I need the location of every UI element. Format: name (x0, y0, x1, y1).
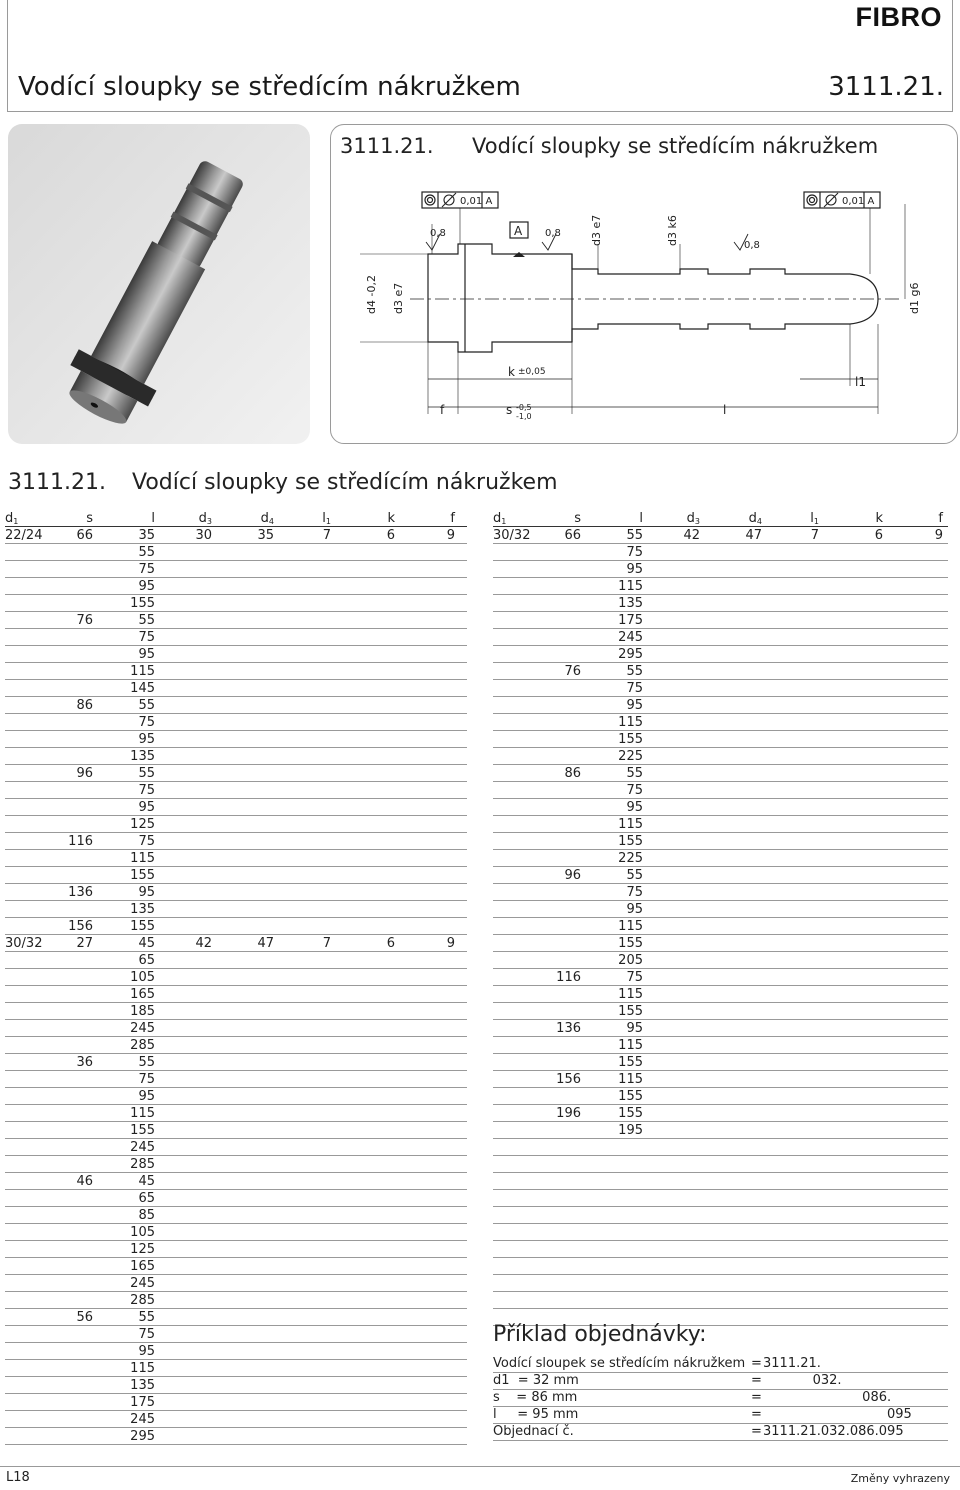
table-row (493, 715, 948, 731)
cell-l: 105 (130, 970, 155, 985)
cell-l1: 7 (322, 528, 331, 543)
cell-l: 115 (618, 987, 643, 1002)
cell-s: 156 (556, 1072, 581, 1087)
order-label: s = 86 mm (493, 1390, 578, 1405)
table-row (493, 647, 948, 663)
cell-l: 155 (130, 919, 155, 934)
cell-k: 6 (874, 528, 883, 543)
table-row (5, 885, 467, 901)
cell-l: 155 (618, 936, 643, 951)
table-row (493, 902, 948, 918)
cell-s: 116 (556, 970, 581, 985)
cell-l: 245 (130, 1276, 155, 1291)
cell-l: 165 (130, 1259, 155, 1274)
table-row (493, 1089, 948, 1105)
page-title: Vodící sloupky se středícím nákružkem (18, 72, 521, 102)
table-row (5, 1225, 467, 1241)
table-row (5, 528, 467, 544)
cell-s: 86 (564, 766, 581, 781)
drawing-title: Vodící sloupky se středícím nákružkem (472, 134, 879, 158)
order-example-title: Příklad objednávky: (493, 1322, 707, 1347)
cell-l: 125 (130, 817, 155, 832)
table-row (5, 1157, 467, 1173)
svg-text:d3 k6: d3 k6 (666, 215, 679, 246)
table-row (5, 953, 467, 969)
table-row (493, 1242, 948, 1258)
table-row (493, 1225, 948, 1241)
table-row (493, 528, 948, 544)
cell-l: 55 (138, 613, 155, 628)
table-row (5, 647, 467, 663)
table-row (5, 783, 467, 799)
cell-s: 76 (564, 664, 581, 679)
table-row (493, 1072, 948, 1088)
table-row (493, 562, 948, 578)
svg-text:k: k (508, 365, 515, 379)
order-row (493, 1356, 948, 1373)
cell-f: 9 (934, 528, 943, 543)
order-eq: = (751, 1373, 762, 1388)
cell-l: 165 (130, 987, 155, 1002)
cell-l: 155 (618, 1004, 643, 1019)
cell-l: 115 (130, 851, 155, 866)
table-row (5, 1140, 467, 1156)
table-code: 3111.21. (8, 470, 106, 495)
cell-l: 55 (626, 664, 643, 679)
table-row (5, 562, 467, 578)
cell-l: 65 (138, 1191, 155, 1206)
order-eq: = (751, 1356, 762, 1371)
table-row (493, 630, 948, 646)
table-row (5, 732, 467, 748)
cell-s: 136 (68, 885, 93, 900)
cell-l: 75 (626, 885, 643, 900)
order-eq: = (751, 1424, 762, 1439)
cell-l: 135 (130, 902, 155, 917)
order-value: 3111.21.032.086.095 (763, 1424, 904, 1439)
table-row (493, 1055, 948, 1071)
table-row (5, 1361, 467, 1377)
table-row (493, 834, 948, 850)
cell-d1: 22/24 (5, 528, 43, 543)
cell-l: 115 (618, 715, 643, 730)
table-row (493, 732, 948, 748)
header-f: f (450, 511, 455, 526)
order-eq: = (751, 1390, 762, 1405)
cell-s: 56 (76, 1310, 93, 1325)
cell-k: 6 (386, 528, 395, 543)
table-row (493, 1276, 948, 1292)
table-row (493, 766, 948, 782)
cell-s: 27 (76, 936, 93, 951)
svg-text:A: A (514, 224, 523, 238)
cell-l: 75 (138, 715, 155, 730)
table-row (5, 1055, 467, 1071)
cell-f: 9 (446, 528, 455, 543)
table-row (493, 1293, 948, 1309)
table-row (5, 834, 467, 850)
cell-l: 55 (138, 698, 155, 713)
table-header-row (5, 511, 467, 527)
cell-l: 85 (138, 1208, 155, 1223)
order-value: 086. (763, 1390, 892, 1405)
cell-l: 175 (618, 613, 643, 628)
table-row (5, 868, 467, 884)
cell-l: 285 (130, 1038, 155, 1053)
cell-l: 95 (626, 562, 643, 577)
cell-s: 66 (76, 528, 93, 543)
order-label: d1 = 32 mm (493, 1373, 579, 1388)
table-row (5, 1089, 467, 1105)
cell-l: 135 (618, 596, 643, 611)
cell-l: 55 (626, 868, 643, 883)
page-code: 3111.21. (828, 72, 944, 102)
order-value: 3111.21. (763, 1356, 821, 1371)
svg-text:d1 g6: d1 g6 (908, 282, 921, 314)
table-row (493, 1259, 948, 1275)
table-row (5, 1038, 467, 1054)
cell-s: 86 (76, 698, 93, 713)
table-row (5, 715, 467, 731)
table-row (5, 1072, 467, 1088)
cell-l: 155 (618, 1055, 643, 1070)
table-row (5, 1174, 467, 1190)
cell-l1: 7 (322, 936, 331, 951)
order-value: 095 (763, 1407, 912, 1422)
header-d3: $d_3$ (686, 511, 700, 526)
table-row (493, 868, 948, 884)
header-l1: $l_1$ (810, 511, 819, 526)
cell-l: 75 (138, 1327, 155, 1342)
cell-l: 105 (130, 1225, 155, 1240)
table-row (5, 1378, 467, 1394)
cell-l: 155 (618, 1089, 643, 1104)
cell-l: 65 (138, 953, 155, 968)
table-row (493, 936, 948, 952)
cell-f: 9 (446, 936, 455, 951)
cell-l: 115 (130, 1106, 155, 1121)
table-row (493, 1123, 948, 1139)
cell-l: 95 (626, 800, 643, 815)
cell-l: 125 (130, 1242, 155, 1257)
cell-l: 225 (618, 851, 643, 866)
cell-l: 55 (138, 545, 155, 560)
cell-l: 95 (626, 902, 643, 917)
order-example (493, 1356, 948, 1441)
page-number: L18 (6, 1470, 30, 1485)
table-row (5, 1412, 467, 1428)
cell-l: 135 (130, 1378, 155, 1393)
cell-l: 55 (626, 528, 643, 543)
cell-s: 96 (564, 868, 581, 883)
table-row (5, 1259, 467, 1275)
cell-l: 115 (130, 664, 155, 679)
product-photo (8, 124, 310, 444)
cell-l: 285 (130, 1293, 155, 1308)
svg-text:-0,5: -0,5 (516, 403, 532, 412)
table-row (5, 664, 467, 680)
table-row (493, 817, 948, 833)
table-row (493, 681, 948, 697)
table-row (5, 1395, 467, 1411)
table-row (493, 987, 948, 1003)
table-row (5, 630, 467, 646)
cell-s: 66 (564, 528, 581, 543)
technical-drawing (330, 124, 958, 444)
table-row (493, 1004, 948, 1020)
cell-l: 225 (618, 749, 643, 764)
cell-l: 95 (138, 885, 155, 900)
table-header-row (493, 511, 948, 527)
cell-l: 155 (618, 732, 643, 747)
cell-l: 135 (130, 749, 155, 764)
table-row (493, 885, 948, 901)
brand-logo: FIBRO (855, 2, 942, 32)
cell-d1: 30/32 (493, 528, 531, 543)
header-d4: $d_4$ (748, 511, 762, 526)
cell-l: 95 (626, 1021, 643, 1036)
cell-d3: 30 (195, 528, 212, 543)
cell-l1: 7 (810, 528, 819, 543)
cell-k: 6 (386, 936, 395, 951)
table-row (5, 749, 467, 765)
table-title: Vodící sloupky se středícím nákružkem (132, 470, 558, 495)
cell-l: 205 (618, 953, 643, 968)
table-row (493, 1191, 948, 1207)
cell-d3: 42 (195, 936, 212, 951)
header-d1: $d_1$ (5, 511, 19, 526)
table-row (5, 851, 467, 867)
cell-l: 155 (130, 868, 155, 883)
header-f: f (938, 511, 943, 526)
table-row (5, 1191, 467, 1207)
cell-l: 115 (130, 1361, 155, 1376)
table-row (5, 987, 467, 1003)
order-value: 032. (763, 1373, 842, 1388)
table-row (5, 1242, 467, 1258)
order-row (493, 1407, 948, 1424)
svg-text:0,8: 0,8 (430, 228, 446, 239)
cell-l: 195 (618, 1123, 643, 1138)
table-row (5, 613, 467, 629)
table-row (493, 783, 948, 799)
svg-text:l: l (723, 403, 727, 417)
cell-l: 55 (138, 766, 155, 781)
header-l: l (151, 511, 155, 526)
cell-l: 35 (138, 528, 155, 543)
header-d4: $d_4$ (260, 511, 274, 526)
cell-l: 245 (130, 1412, 155, 1427)
svg-text:f: f (440, 403, 445, 417)
header-k: k (875, 511, 883, 526)
order-eq: = (751, 1407, 762, 1422)
cell-l: 75 (626, 970, 643, 985)
header-d1: $d_1$ (493, 511, 507, 526)
table-row (493, 579, 948, 595)
cell-l: 155 (618, 834, 643, 849)
header-k: k (387, 511, 395, 526)
cell-l: 55 (138, 1055, 155, 1070)
table-row (5, 545, 467, 561)
table-row (493, 1208, 948, 1224)
order-row (493, 1373, 948, 1390)
header-d3: $d_3$ (198, 511, 212, 526)
table-row (493, 800, 948, 816)
cell-l: 285 (130, 1157, 155, 1172)
cell-l: 185 (130, 1004, 155, 1019)
table-row (5, 1327, 467, 1343)
cell-l: 75 (626, 783, 643, 798)
table-row (493, 1106, 948, 1122)
header-l: l (639, 511, 643, 526)
cell-l: 295 (130, 1429, 155, 1444)
svg-text:d3 e7: d3 e7 (590, 214, 603, 246)
cell-s: 76 (76, 613, 93, 628)
table-row (5, 1293, 467, 1309)
cell-l: 175 (130, 1395, 155, 1410)
table-row (493, 953, 948, 969)
table-row (5, 1429, 467, 1445)
table-row (493, 1038, 948, 1054)
table-row (5, 936, 467, 952)
table-row (5, 902, 467, 918)
svg-text:0,8: 0,8 (545, 228, 561, 239)
footer-divider (0, 1466, 960, 1467)
cell-l: 95 (138, 732, 155, 747)
table-row (493, 545, 948, 561)
header-l1: $l_1$ (322, 511, 331, 526)
cell-s: 46 (76, 1174, 93, 1189)
footer-note: Změny vyhrazeny (850, 1472, 950, 1485)
cell-l: 155 (618, 1106, 643, 1121)
table-row (493, 851, 948, 867)
table-row (5, 1123, 467, 1139)
svg-text:s: s (506, 403, 513, 417)
cell-l: 75 (138, 783, 155, 798)
order-label: l = 95 mm (493, 1407, 579, 1422)
cell-l: 115 (618, 817, 643, 832)
cell-l: 75 (626, 681, 643, 696)
table-row (493, 1157, 948, 1173)
cell-l: 115 (618, 1072, 643, 1087)
cell-l: 95 (138, 1344, 155, 1359)
table-row (5, 766, 467, 782)
cell-l: 245 (618, 630, 643, 645)
svg-text:±0,05: ±0,05 (518, 367, 546, 377)
cell-s: 196 (556, 1106, 581, 1121)
table-row (5, 1208, 467, 1224)
cell-l: 115 (618, 1038, 643, 1053)
cell-s: 116 (68, 834, 93, 849)
cell-l: 75 (138, 562, 155, 577)
order-row (493, 1390, 948, 1407)
table-row (5, 1106, 467, 1122)
table-row (5, 698, 467, 714)
cell-l: 115 (618, 919, 643, 934)
cell-d3: 42 (683, 528, 700, 543)
svg-text:0,01 A: 0,01 A (460, 196, 493, 207)
table-row (493, 1174, 948, 1190)
table-row (5, 596, 467, 612)
cell-s: 36 (76, 1055, 93, 1070)
table-row (493, 1021, 948, 1037)
cell-s: 156 (68, 919, 93, 934)
table-row (5, 970, 467, 986)
cell-l: 95 (626, 698, 643, 713)
cell-l: 75 (138, 1072, 155, 1087)
cell-l: 75 (138, 834, 155, 849)
table-row (493, 698, 948, 714)
table-row (493, 970, 948, 986)
table-row (5, 1004, 467, 1020)
table-row (493, 919, 948, 935)
order-row (493, 1424, 948, 1441)
table-row (5, 1310, 467, 1326)
cell-l: 95 (138, 800, 155, 815)
cell-l: 115 (618, 579, 643, 594)
order-label: Objednací č. (493, 1424, 574, 1439)
cell-l: 245 (130, 1021, 155, 1036)
cell-l: 245 (130, 1140, 155, 1155)
svg-text:0,8: 0,8 (744, 240, 760, 251)
cell-s: 96 (76, 766, 93, 781)
cell-l: 95 (138, 647, 155, 662)
cell-l: 75 (626, 545, 643, 560)
order-label: Vodící sloupek se středícím nákružkem (493, 1356, 746, 1371)
table-row (493, 596, 948, 612)
cell-d4: 47 (745, 528, 762, 543)
table-row (5, 800, 467, 816)
table-row (5, 1344, 467, 1360)
table-row (493, 749, 948, 765)
cell-l: 295 (618, 647, 643, 662)
table-row (5, 681, 467, 697)
drawing-code: 3111.21. (340, 134, 434, 158)
cell-l: 155 (130, 596, 155, 611)
cell-l: 55 (626, 766, 643, 781)
cell-l: 45 (138, 1174, 155, 1189)
cell-l: 95 (138, 579, 155, 594)
table-row (5, 919, 467, 935)
cell-l: 145 (130, 681, 155, 696)
table-row (5, 579, 467, 595)
header-s: s (574, 511, 581, 526)
svg-text:d3 e7: d3 e7 (392, 282, 405, 314)
cell-d4: 47 (257, 936, 274, 951)
svg-text:d4 -0,2: d4 -0,2 (365, 275, 378, 314)
cell-d1: 30/32 (5, 936, 43, 951)
cell-l: 45 (138, 936, 155, 951)
svg-text:0,01 A: 0,01 A (842, 196, 875, 207)
cell-l: 75 (138, 630, 155, 645)
svg-text:-1,0: -1,0 (516, 412, 532, 421)
table-row (493, 613, 948, 629)
cell-l: 155 (130, 1123, 155, 1138)
table-row (5, 1276, 467, 1292)
table-row (493, 1140, 948, 1156)
table-row (5, 817, 467, 833)
svg-text:l1: l1 (855, 375, 866, 389)
cell-s: 136 (556, 1021, 581, 1036)
cell-l: 95 (138, 1089, 155, 1104)
table-row (493, 664, 948, 680)
cell-d4: 35 (257, 528, 274, 543)
header-s: s (86, 511, 93, 526)
cell-l: 55 (138, 1310, 155, 1325)
table-row (5, 1021, 467, 1037)
